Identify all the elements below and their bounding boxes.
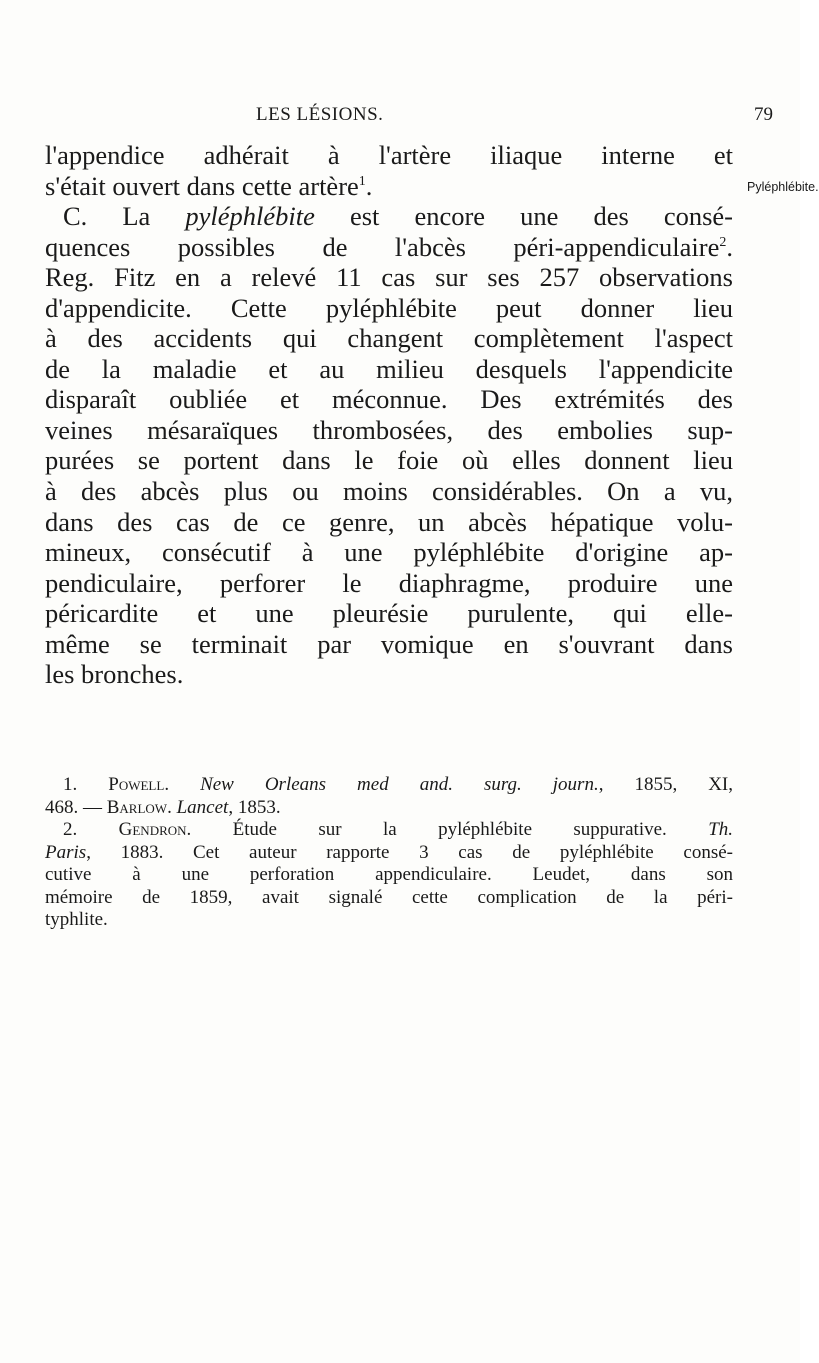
city-name: Paris: [45, 841, 87, 863]
footnotes: [45, 774, 733, 932]
text-line: C. La pyléphlébite est encore une des consé-: [63, 201, 734, 232]
text-line: à des accidents qui changent complètement l'aspect: [45, 323, 733, 354]
footnote-2-cont: mémoire de 1859, avait signalé cette complication de la péri-: [45, 886, 733, 908]
text-line: purées se portent dans le foie où elles donnent lieu: [45, 445, 733, 476]
footnote-ref: 1: [358, 173, 366, 189]
text-line: à des abcès plus ou moins considérables. On a vu,: [45, 476, 733, 507]
italic-term: pyléphlébite: [185, 201, 315, 232]
footnote-1: 1. Powell. New Orleans med and. surg. journ., 1855, XI,: [63, 774, 733, 795]
text-line: quences possibles de l'abcès péri-appendiculaire$^2$.: [45, 231, 733, 262]
margin-note: Pyléphlébite.: [747, 180, 819, 194]
author-name: Gendron: [118, 819, 187, 840]
page-number: 79: [754, 104, 773, 125]
text-line: l'appendice adhérait à l'artère iliaque interne et: [45, 140, 733, 170]
text-line: pendiculaire, perforer le diaphragme, produire une: [45, 567, 733, 598]
main-paragraph: [45, 140, 733, 690]
journal-title: New Orleans med and. surg. journ.: [200, 774, 599, 795]
text-line: de la maladie et au milieu desquels l'appendicite: [45, 353, 733, 384]
footnote-2-cont: typhlite.: [45, 909, 108, 930]
footnote-2: 2. Gendron. Étude sur la pyléphlébite suppurative. Th.: [63, 819, 734, 840]
text-line: mineux, consécutif à une pyléphlébite d'origine ap-: [45, 537, 733, 568]
text-line: dans des cas de ce genre, un abcès hépatique volu-: [45, 506, 733, 537]
running-title: LES LÉSIONS.: [256, 104, 384, 125]
journal-title: Lancet: [176, 796, 229, 818]
text-line: disparaît oubliée et méconnue. Des extrémités des: [45, 384, 733, 415]
author-name: Barlow: [106, 796, 168, 818]
thesis-abbrev: Th.: [708, 819, 734, 840]
text-line: péricardite et une pleurésie purulente, qui elle-: [45, 598, 733, 629]
author-name: Powell: [108, 774, 165, 795]
footnote-ref: 2: [719, 234, 727, 250]
text-line: d'appendicite. Cette pyléphlébite peut donner lieu: [45, 292, 733, 323]
footnote-2-cont: cutive à une perforation appendiculaire. Leudet, dans son: [45, 864, 733, 885]
text-line: s'était ouvert dans cette artère$^1$.: [45, 170, 373, 201]
text-line: Reg. Fitz en a relevé 11 cas sur ses 257 observations: [45, 262, 733, 293]
footnote-1-cont: 468. — Barlow. Lancet, 1853.: [45, 796, 281, 818]
footnote-2-cont: Paris, 1883. Cet auteur rapporte 3 cas de pyléphlébite consé-: [45, 841, 733, 863]
text-line: les bronches.: [45, 659, 184, 690]
text-line: veines mésaraïques thrombosées, des embolies sup-: [45, 414, 733, 445]
text-line: même se terminait par vomique en s'ouvrant dans: [45, 628, 733, 659]
